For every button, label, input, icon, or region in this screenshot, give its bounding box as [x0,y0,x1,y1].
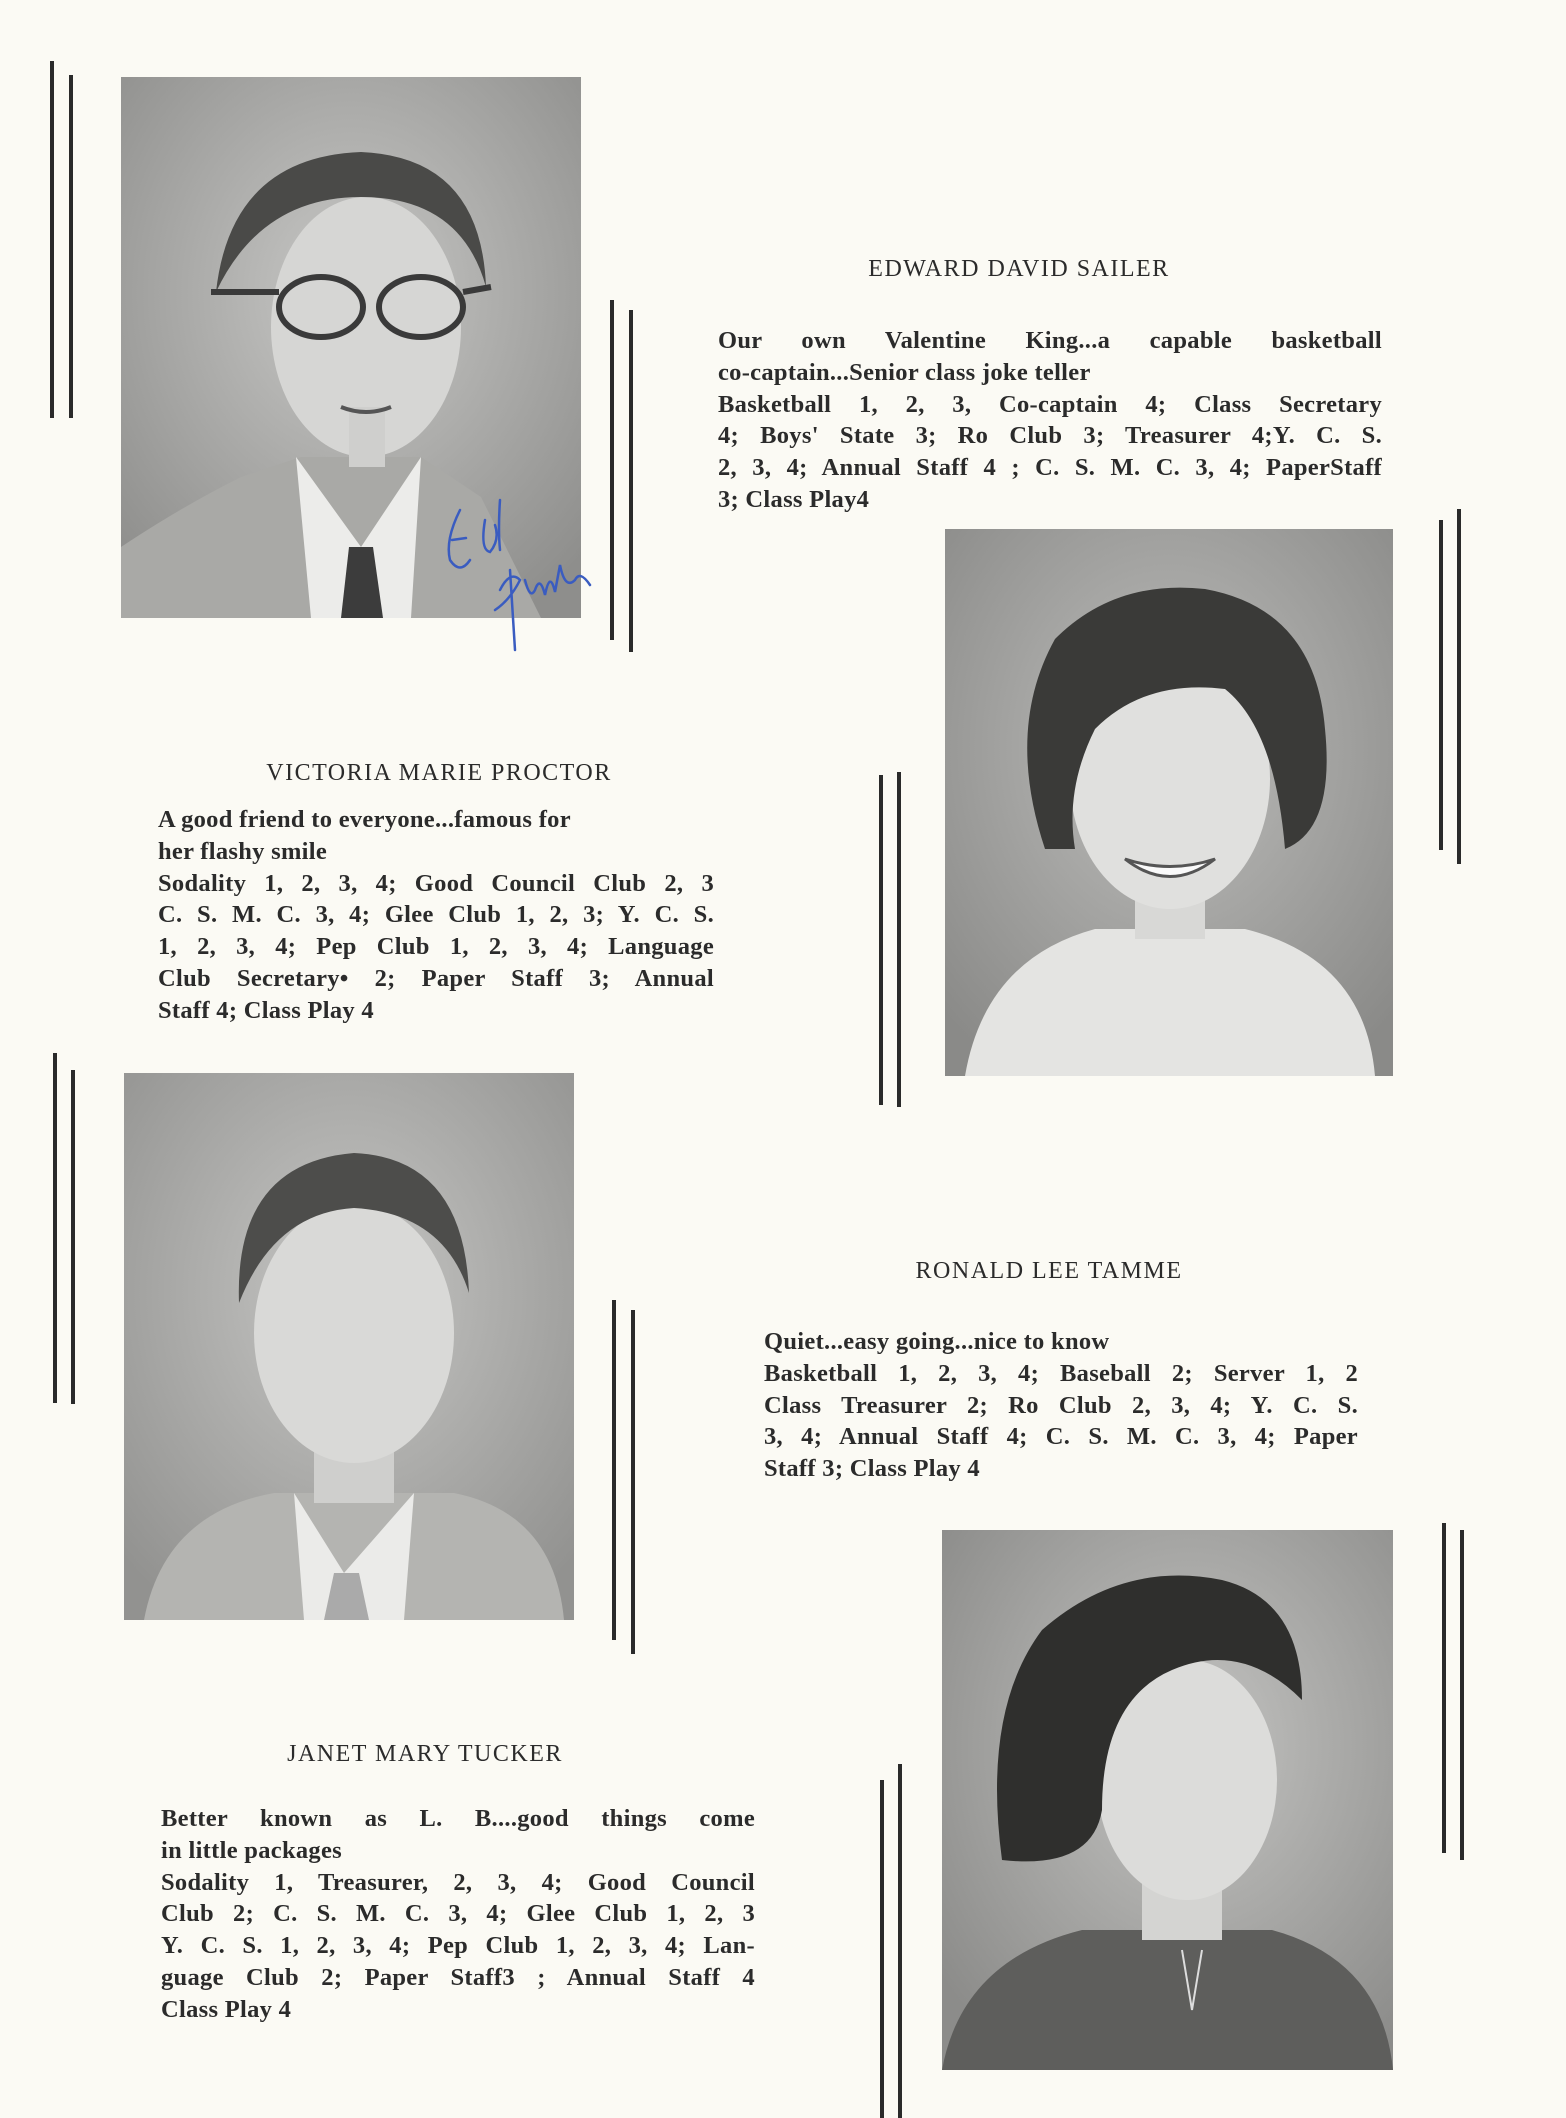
divider-bar [69,75,73,418]
portrait-photo-victoria [945,529,1393,1076]
bio-line: Y. C. S. 1, 2, 3, 4; Pep Club 1, 2, 3, 4; Lan- [161,1932,755,1960]
bio-line: Quiet...easy going...nice to know [764,1328,1110,1355]
divider-bar [53,1053,57,1403]
bio-line: Basketball 1, 2, 3, Co-captain 4; Class Secretary [718,390,1382,418]
bio-line: Better known as L. B....good things come [161,1805,755,1832]
bio-line: in little packages [161,1836,342,1864]
bio-line: co-captain...Senior class joke teller [718,358,1091,386]
student-bio [764,1326,1358,1485]
divider-bar [71,1070,75,1404]
bio-line: 3; Class Play4 [718,485,870,513]
divider-bar [879,775,883,1105]
student-name: RONALD LEE TAMME [915,1258,1183,1284]
divider-bar [1442,1523,1446,1853]
bio-line: Basketball 1, 2, 3, 4; Baseball 2; Server 1, 2 [764,1359,1358,1387]
bio-line: Class Treasurer 2; Ro Club 2, 3, 4; Y. C. S. [764,1391,1358,1419]
bio-line: Club 2; C. S. M. C. 3, 4; Glee Club 1, 2, 3 [161,1900,755,1928]
bio-line: her flashy smile [158,837,328,865]
bio-line: 2, 3, 4; Annual Staff 4 ; C. S. M. C. 3, 4; PaperStaff [718,454,1382,482]
bio-line: Sodality 1, 2, 3, 4; Good Council Club 2, 3 [158,869,714,897]
bio-line: Staff 3; Class Play 4 [764,1455,980,1483]
bio-line: A good friend to everyone...famous for [158,806,571,833]
bio-line: C. S. M. C. 3, 4; Glee Club 1, 2, 3; Y. C. S. [158,901,714,929]
bio-line: Class Play 4 [161,1995,292,2023]
bio-line: Sodality 1, Treasurer, 2, 3, 4; Good Council [161,1868,755,1896]
portrait-photo-janet [942,1530,1393,2070]
bio-line: 1, 2, 3, 4; Pep Club 1, 2, 3, 4; Language [158,933,714,961]
portrait-photo-ronald [124,1073,574,1620]
signature-handwriting [440,480,600,660]
bio-line: 3, 4; Annual Staff 4; C. S. M. C. 3, 4; Paper [764,1423,1358,1451]
divider-bar [1460,1530,1464,1860]
divider-bar [631,1310,635,1654]
divider-bar [629,310,633,652]
student-bio [161,1803,755,2026]
student-bio [158,804,714,1027]
student-bio [718,325,1382,516]
bio-line: Club Secretary• 2; Paper Staff 3; Annual [158,964,714,992]
bio-line: Staff 4; Class Play 4 [158,996,374,1024]
bio-line: guage Club 2; Paper Staff3 ; Annual Staff 4 [161,1963,755,1991]
student-name: EDWARD DAVID SAILER [868,256,1170,282]
divider-bar [897,772,901,1107]
divider-bar [612,1300,616,1640]
bio-line: 4; Boys' State 3; Ro Club 3; Treasurer 4;Y. C. S. [718,422,1382,450]
bio-line: Our own Valentine King...a capable basketball [718,327,1382,354]
student-name: JANET MARY TUCKER [287,1741,563,1767]
student-name: VICTORIA MARIE PROCTOR [266,760,612,786]
divider-bar [610,300,614,640]
divider-bar [880,1780,884,2118]
divider-bar [898,1764,902,2118]
divider-bar [1457,509,1461,864]
divider-bar [50,61,54,418]
divider-bar [1439,520,1443,850]
